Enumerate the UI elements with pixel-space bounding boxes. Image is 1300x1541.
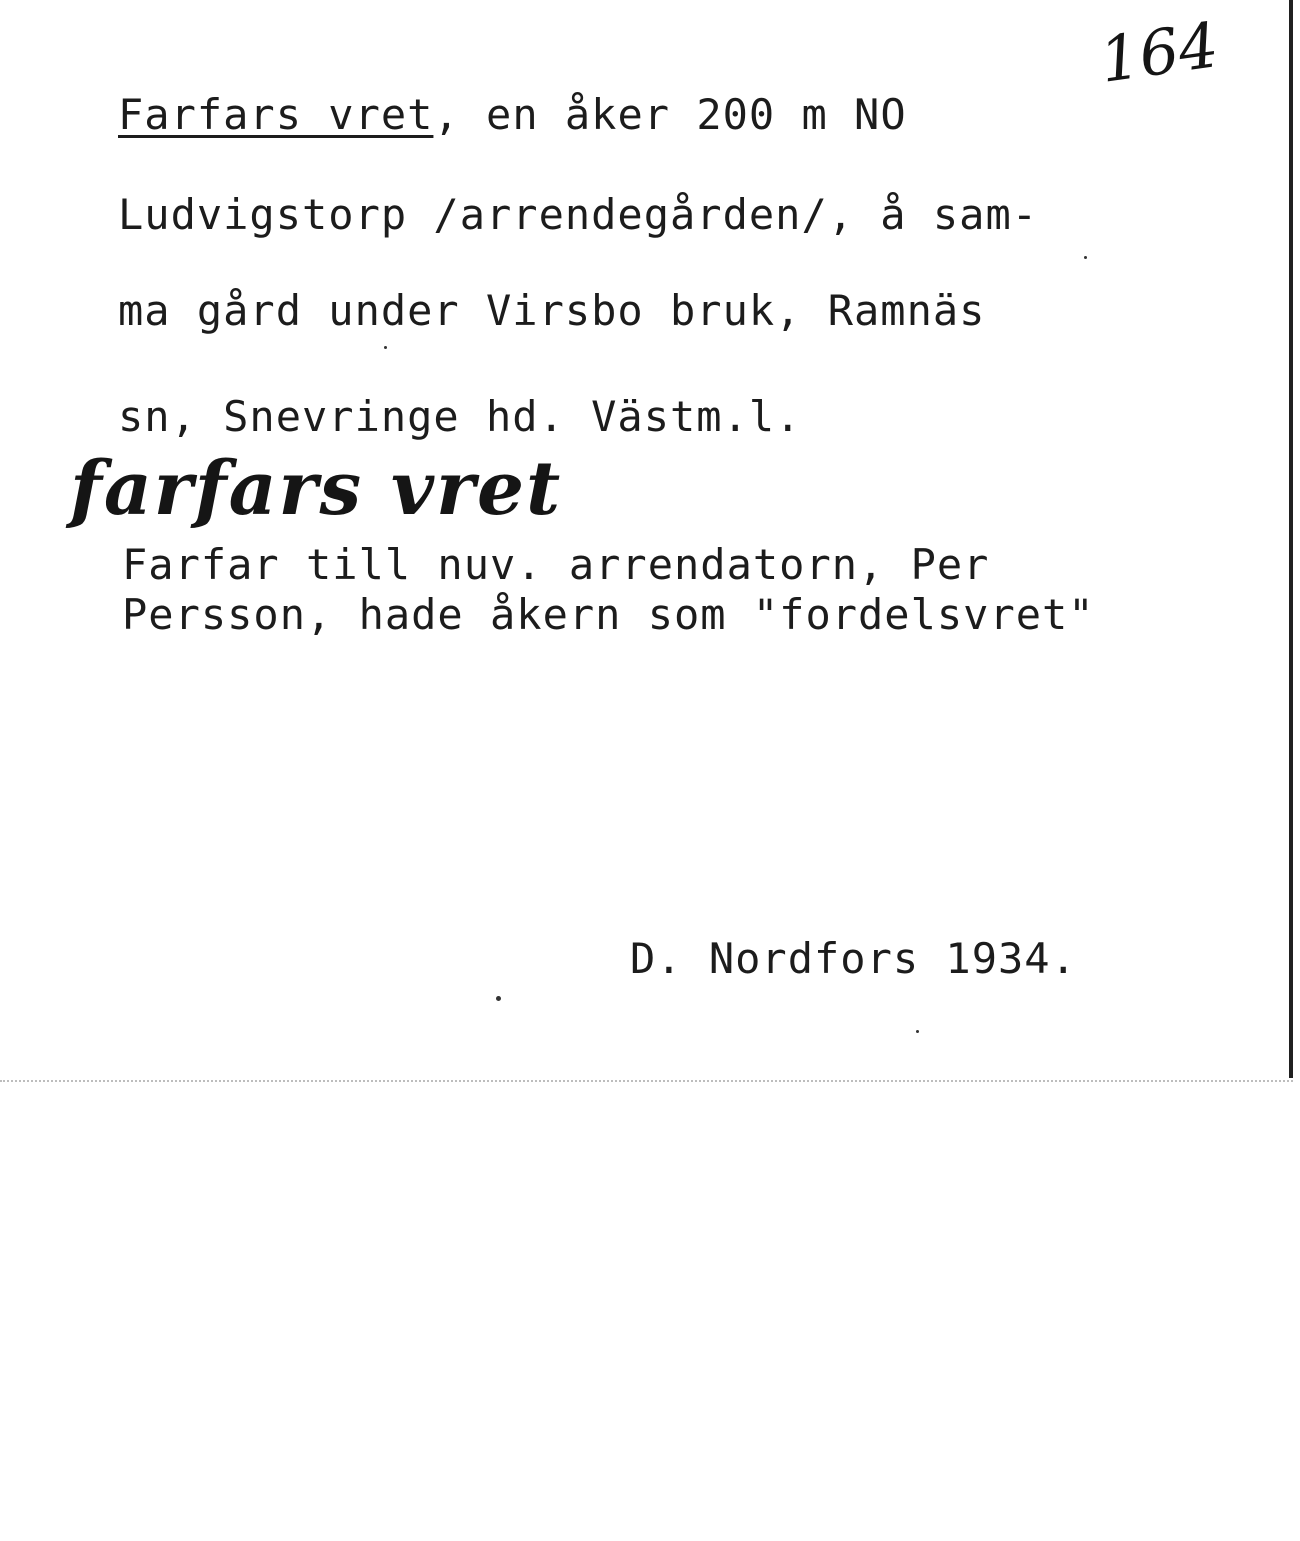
place-name-comma: , (433, 90, 460, 139)
note-line-2: Persson, hade åkern som "fordelsvret" (122, 590, 1095, 639)
page-number: 164 (1095, 8, 1223, 97)
ink-speck (496, 996, 501, 1001)
note-line-1: Farfar till nuv. arrendatorn, Per (122, 540, 990, 589)
handwritten-place-name: farfars vret (70, 446, 563, 532)
description-line-2: Ludvigstorp /arrendegården/, å sam- (118, 190, 1039, 239)
card-right-edge (1289, 0, 1293, 1078)
card-bottom-edge (0, 1080, 1293, 1082)
ink-speck (916, 1030, 919, 1033)
ink-speck (1084, 256, 1087, 259)
description-line-3: ma gård under Virsbo bruk, Ramnäs (118, 286, 986, 335)
ink-speck (384, 346, 387, 349)
description-line-1-text: en åker 200 m NO (486, 90, 907, 139)
signature: D. Nordfors 1934. (630, 934, 1077, 983)
place-name: Farfars vret (118, 90, 434, 139)
description-line-1 (118, 90, 907, 139)
description-line-4: sn, Snevringe hd. Västm.l. (118, 392, 802, 441)
